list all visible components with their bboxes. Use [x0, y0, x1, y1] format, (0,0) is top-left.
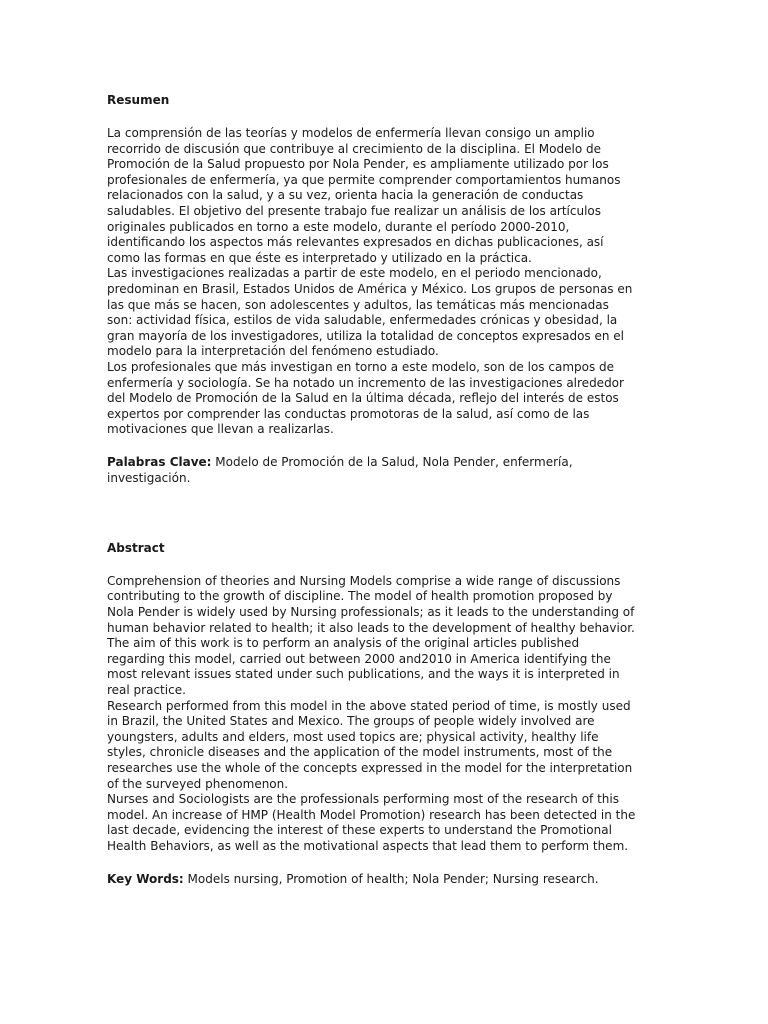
abstract-keywords	[107, 871, 637, 887]
section-spacer	[107, 486, 637, 540]
abstract-heading: Abstract	[107, 540, 165, 555]
abstract-paragraph-3: Nurses and Sociologists are the professionals performing most of the research of this model. An increase of HMP (Health Model Promotion) research has been detected in the last decade, evidencing the interest of these experts to understand the Promotional Health Behaviors, as well as the motivational aspects that lead them to perform them.	[107, 792, 636, 853]
resumen-keywords-text: Modelo de Promoción de la Salud, Nola Pender, enfermería, investigación.	[107, 454, 573, 485]
resumen-paragraph-3: Los profesionales que más investigan en torno a este modelo, son de los campos de enfermería y sociología. Se ha notado un incremento de las investigaciones alrededor del Modelo de Promoción de la Salud en la última década, reflejo del interés de estos expertos por comprender las conductas promotoras de la salud, así como de las motivaciones que llevan a realizarlas.	[107, 359, 624, 437]
resumen-keywords-label: Palabras Clave:	[107, 454, 212, 469]
resumen-keywords	[107, 454, 637, 486]
abstract-keywords-label: Key Words:	[107, 871, 184, 886]
resumen-paragraph-2: Las investigaciones realizadas a partir de este modelo, en el periodo mencionado, predominan en Brasil, Estados Unidos de América y México. Los grupos de personas en las que más se hacen, son adolescentes y adultos, las temáticas más mencionadas son: actividad física, estilos de vida saludable, enfermedades crónicas y obesidad, la gran mayoría de los investigadores, utiliza la totalidad de conceptos expresados en el modelo para la interpretación del fenómeno estudiado.	[107, 266, 633, 359]
abstract-body	[107, 574, 637, 855]
resumen-body	[107, 126, 637, 438]
document-page	[107, 92, 637, 887]
resumen-heading: Resumen	[107, 93, 170, 107]
abstract-keywords-text: Models nursing, Promotion of health; Nola Pender; Nursing research.	[183, 871, 599, 886]
abstract-paragraph-1: Comprehension of theories and Nursing Models comprise a wide range of discussions contributing to the growth of discipline. The model of health promotion proposed by Nola Pender is widely used by Nursing professionals; as it leads to the understanding of human behavior related to health; it also leads to the development of healthy behavior. The aim of this work is to perform an analysis of the original articles published regarding this model, carried out between 2000 and2010 in America identifying the most relevant issues stated under such publications, and the ways it is interpreted in real practice.	[107, 573, 635, 698]
abstract-paragraph-2: Research performed from this model in the above stated period of time, is mostly used in Brazil, the United States and Mexico. The groups of people widely involved are youngsters, adults and elders, most used topics are; physical activity, healthy life styles, chronicle diseases and the application of the model instruments, most of the researches use the whole of the concepts expressed in the model for the interpretation of the surveyed phenomenon.	[107, 698, 633, 791]
resumen-paragraph-1: La comprensión de las teorías y modelos de enfermería llevan consigo un amplio recorrido de discusión que contribuye al crecimiento de la disciplina. El Modelo de Promoción de la Salud propuesto por Nola Pender, es ampliamente utilizado por los profesionales de enfermería, ya que permite comprender comportamientos humanos relacionados con la salud, y a su vez, orienta hacia la generación de conductas saludables. El objetivo del presente trabajo fue realizar un análisis de los artículos originales publicados en torno a este modelo, durante el período 2000-2010, identificando los aspectos más relevantes expresados en dichas publicaciones, así como las formas en que éste es interpretado y utilizado en la práctica.	[107, 126, 621, 265]
